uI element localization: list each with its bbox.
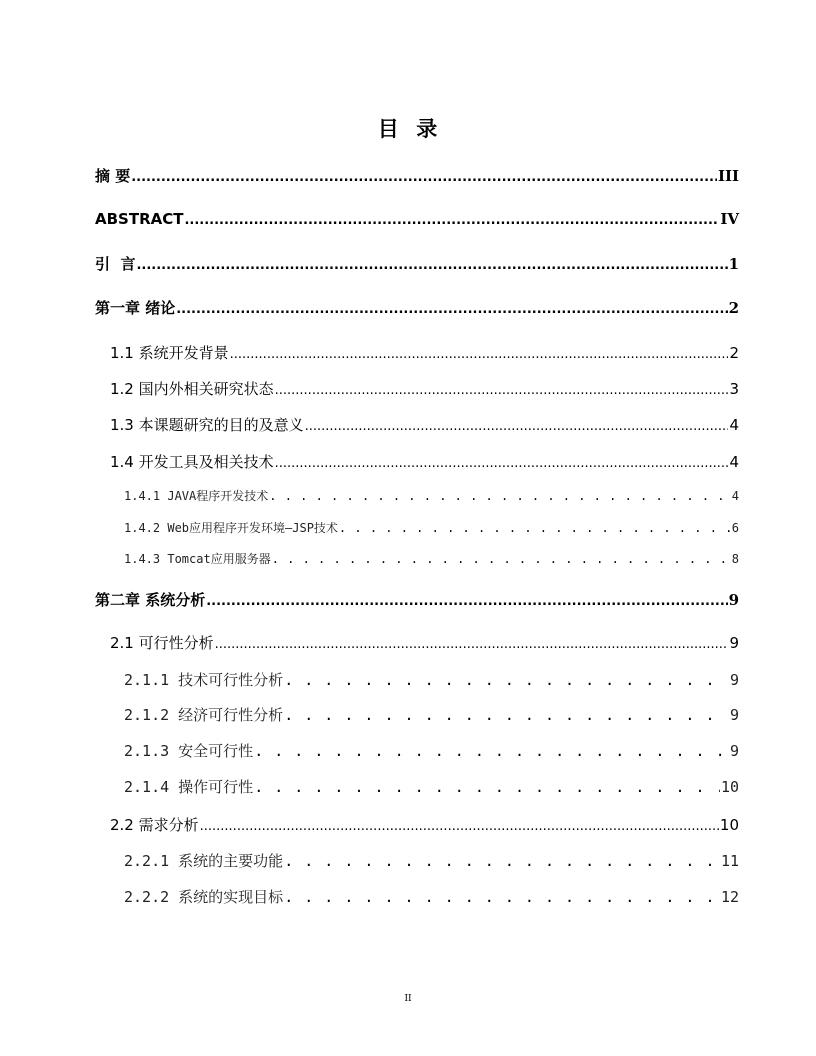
toc-leader-dots	[131, 165, 717, 189]
toc-leader-dots	[206, 589, 727, 613]
toc-leader-dots	[275, 378, 729, 402]
toc-entry-page: 1	[728, 255, 739, 273]
toc-entry-page: 4	[729, 416, 739, 434]
toc-entry-section-1-1[interactable]	[110, 342, 739, 364]
toc-entry-label: 1.1 系统开发背景	[110, 344, 229, 362]
toc-entry-section-1-2[interactable]	[110, 378, 739, 400]
toc-entry-section-1-4-1[interactable]	[124, 485, 739, 507]
toc-entry-section-2-2[interactable]	[110, 814, 739, 836]
toc-entry-label: 2.2.2 系统的实现目标	[124, 888, 284, 906]
toc-entry-page: 10	[719, 816, 739, 834]
toc-entry-label: 第二章 系统分析	[95, 591, 206, 609]
toc-entry-label: 1.2 国内外相关研究状态	[110, 380, 274, 398]
toc-entry-section-2-1-2[interactable]	[124, 704, 739, 726]
toc-leader-dots	[272, 548, 731, 570]
toc-entry-page: 2	[729, 344, 739, 362]
toc-entry-label: 1.4.3 Tomcat应用服务器	[124, 552, 271, 566]
page-number-footer: II	[404, 994, 412, 1004]
toc-entry-label: 第一章 绪论	[95, 299, 176, 317]
page-title: 目 录	[377, 117, 439, 141]
toc-entry-label: 引 言	[95, 255, 136, 273]
toc-entry-page: 9	[729, 671, 739, 689]
toc-entry-section-2-2-2[interactable]	[124, 886, 739, 908]
toc-entry-page: 3	[729, 380, 739, 398]
toc-entry-label: 2.2.1 系统的主要功能	[124, 852, 284, 870]
toc-entry-chapter-2[interactable]	[95, 589, 739, 611]
toc-entry-page: 9	[729, 742, 739, 760]
toc-entry-label: 2.1.3 安全可行性	[124, 742, 254, 760]
toc-entry-abstract-en[interactable]	[95, 208, 739, 230]
toc-entry-label: 2.1.1 技术可行性分析	[124, 671, 284, 689]
toc-leader-dots	[254, 740, 729, 762]
toc-leader-dots	[305, 414, 729, 438]
toc-leader-dots	[200, 814, 719, 838]
toc-leader-dots	[339, 517, 731, 539]
toc-entry-section-2-1[interactable]	[110, 632, 739, 654]
toc-leader-dots	[176, 297, 727, 321]
toc-entry-section-2-1-4[interactable]	[124, 776, 739, 798]
toc-entry-page: 4	[731, 489, 739, 503]
toc-entry-label: 1.3 本课题研究的目的及意义	[110, 416, 304, 434]
toc-entry-page: 8	[731, 552, 739, 566]
toc-leader-dots	[230, 342, 729, 366]
toc-leader-dots	[275, 451, 729, 475]
toc-entry-label: 2.2 需求分析	[110, 816, 199, 834]
toc-leader-dots	[215, 632, 729, 656]
toc-leader-dots	[284, 850, 720, 872]
toc-leader-dots	[136, 253, 727, 277]
toc-entry-section-1-4-2[interactable]	[124, 517, 739, 539]
toc-entry-label: 2.1.2 经济可行性分析	[124, 706, 284, 724]
toc-entry-page: 11	[720, 852, 739, 870]
toc-entry-page: 6	[731, 521, 739, 535]
toc-entry-page: 2	[728, 299, 739, 317]
toc-leader-dots	[269, 485, 731, 507]
toc-entry-section-2-1-3[interactable]	[124, 740, 739, 762]
toc-entry-section-1-4[interactable]	[110, 451, 739, 473]
toc-entry-label: ABSTRACT	[95, 210, 184, 228]
toc-entry-label: 1.4.2 Web应用程序开发环境—JSP技术	[124, 521, 338, 535]
toc-entry-label: 2.1.4 操作可行性	[124, 778, 254, 796]
toc-entry-section-2-2-1[interactable]	[124, 850, 739, 872]
toc-entry-page: 12	[720, 888, 739, 906]
toc-entry-page: 10	[720, 778, 739, 796]
toc-entry-section-1-3[interactable]	[110, 414, 739, 436]
toc-leader-dots	[284, 704, 729, 726]
toc-entry-label: 1.4 开发工具及相关技术	[110, 453, 274, 471]
toc-leader-dots	[254, 776, 720, 798]
toc-entry-label: 2.1 可行性分析	[110, 634, 214, 652]
toc-leader-dots	[284, 886, 720, 908]
toc-entry-page: IV	[720, 210, 739, 228]
toc-entry-page: 4	[729, 453, 739, 471]
toc-entry-section-1-4-3[interactable]	[124, 548, 739, 570]
toc-entry-abstract-cn[interactable]	[95, 165, 739, 187]
toc-entry-introduction[interactable]	[95, 253, 739, 275]
toc-entry-page: 9	[729, 634, 739, 652]
toc-leader-dots	[184, 208, 719, 232]
toc-entry-page: 9	[728, 591, 739, 609]
toc-entry-page: III	[717, 167, 739, 185]
toc-leader-dots	[284, 669, 729, 691]
toc-entry-label: 摘 要	[95, 167, 131, 185]
toc-entry-page: 9	[729, 706, 739, 724]
toc-entry-label: 1.4.1 JAVA程序开发技术	[124, 489, 269, 503]
toc-entry-chapter-1[interactable]	[95, 297, 739, 319]
toc-entry-section-2-1-1[interactable]	[124, 669, 739, 691]
